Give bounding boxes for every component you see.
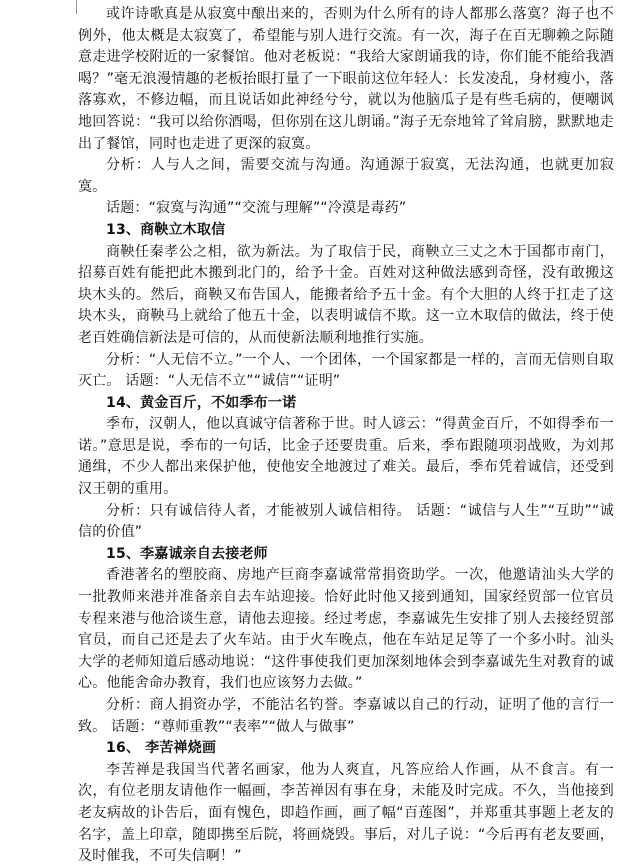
paragraph-jibu-story: 季布，汉朝人，他以真诚守信著称于世。时人谚云：“得黄金百斤，不如得季布一诺。”意思是说，季布的一句话，比金子还要贵重。后来，季布跟随项羽战败，为刘邦通缉，不少人都出来保护他，使他安全地渡过了难关。最后，季布凭着诚信，还受到汉王朝的重用。 <box>78 416 614 498</box>
paragraph-jibu-analysis: 分析：只有诚信待人者，才能被别人诚信相待。 话题：“诚信与人生”“互助”“诚信的价值” <box>78 502 614 541</box>
paragraph-haizi-topics: 话题：“寂寞与沟通”“交流与理解”“冷漠是毒药” <box>106 200 407 217</box>
paragraph-shangyang-story: 商鞅任秦孝公之相，欲为新法。为了取信于民，商鞅立三丈之木于国都市南门，招募百姓有能把此木搬到北门的，给予十金。百姓对这种做法感到奇怪，没有敢搬这块木头的。然后，商鞅又布告国人，能搬者给予五十金。有个大胆的人终于扛走了这块木头，商鞅马上就给了他五十金，以表明诚信不欺。这一立木取信的做法，终于使老百姓确信新法是可信的，从而使新法顺利地推行实施。 <box>78 243 614 346</box>
heading-16: 16、 李苦禅烧画 <box>106 740 217 757</box>
heading-14: 14、黄金百斤，不如季布一诺 <box>106 394 297 411</box>
paragraph-lijiacheng-analysis: 分析：商人捐资办学，不能沽名钓誉。李嘉诚以自己的行动，证明了他的言行一致。 话题：“尊师重教”“表率”“做人与做事” <box>78 697 614 735</box>
paragraph-likuchan-story: 李苦禅是我国当代著名画家，他为人爽直，凡答应给人作画，从不食言。有一次，有位老朋友请他作一幅画，李苦禅因有事在身，未能及时完成。不久，当他接到老友病故的讣告后，面有愧色，即趋作画，画了幅“百莲图”，并郑重其事题上老友的名字，盖上印章，随即携至后院，将画烧毁。事后，对儿子说：“今后再有老友要画，及时催我，不可失信啊！” <box>78 761 614 865</box>
paragraph-lijiacheng-story: 香港著名的塑胶商、房地产巨商李嘉诚常常捐资助学。一次，他邀请汕头大学的一批教师来港并准备亲自去车站迎接。恰好此时他又接到通知，国家经贸部一位官员专程来港与他洽谈生意，请他去迎接。经过考虑，李嘉诚先生安排了别人去接经贸部官员，而自己还是去了火车站。由于火车晚点，他在车站足足等了一个多小时。汕头大学的老师知道后感动地说：“这件事使我们更加深刻地体会到李嘉诚先生对教育的诚心。他能舍命办教育，我们也应该努力去做。” <box>78 567 614 692</box>
paragraph-haizi-story: 或许诗歌真是从寂寞中酿出来的，否则为什么所有的诗人都那么落寞？海子也不例外，他太概是太寂寞了，希望能与别人进行交流。有一次，海子在百无聊赖之际随意走进学校附近的一家餐馆。他对老板说：“我给大家朗诵我的诗，你们能不能给我酒喝？”毫无浪漫情趣的老板抬眼打量了一下眼前这位年轻人：长发凌乱，身材瘦小，落落寡欢，不修边幅，而且说话如此神经兮兮，就以为他脑瓜子是有些毛病的，便嘲讽地回答说：“我可以给你酒喝，但你别在这儿朗诵。”海子无奈地耸了耸肩膀，默默地走出了餐馆，同时也走进了更深的寂寞。 <box>78 6 614 152</box>
paragraph-shangyang-analysis: 分析：“人无信不立。”一个人、一个团体，一个国家都是一样的，言而无信则自取灭亡。 话题：“人无信不立”“诚信”“证明” <box>78 351 614 390</box>
heading-15: 15、李嘉诚亲自去接老师 <box>106 545 268 562</box>
paragraph-haizi-analysis: 分析：人与人之间，需要交流与沟通。沟通源于寂寞，无法沟通，也就更加寂寞。 <box>78 157 614 195</box>
page-margin-mark-left <box>66 0 77 14</box>
document-body <box>78 4 614 868</box>
heading-13: 13、商鞅立木取信 <box>106 221 226 238</box>
